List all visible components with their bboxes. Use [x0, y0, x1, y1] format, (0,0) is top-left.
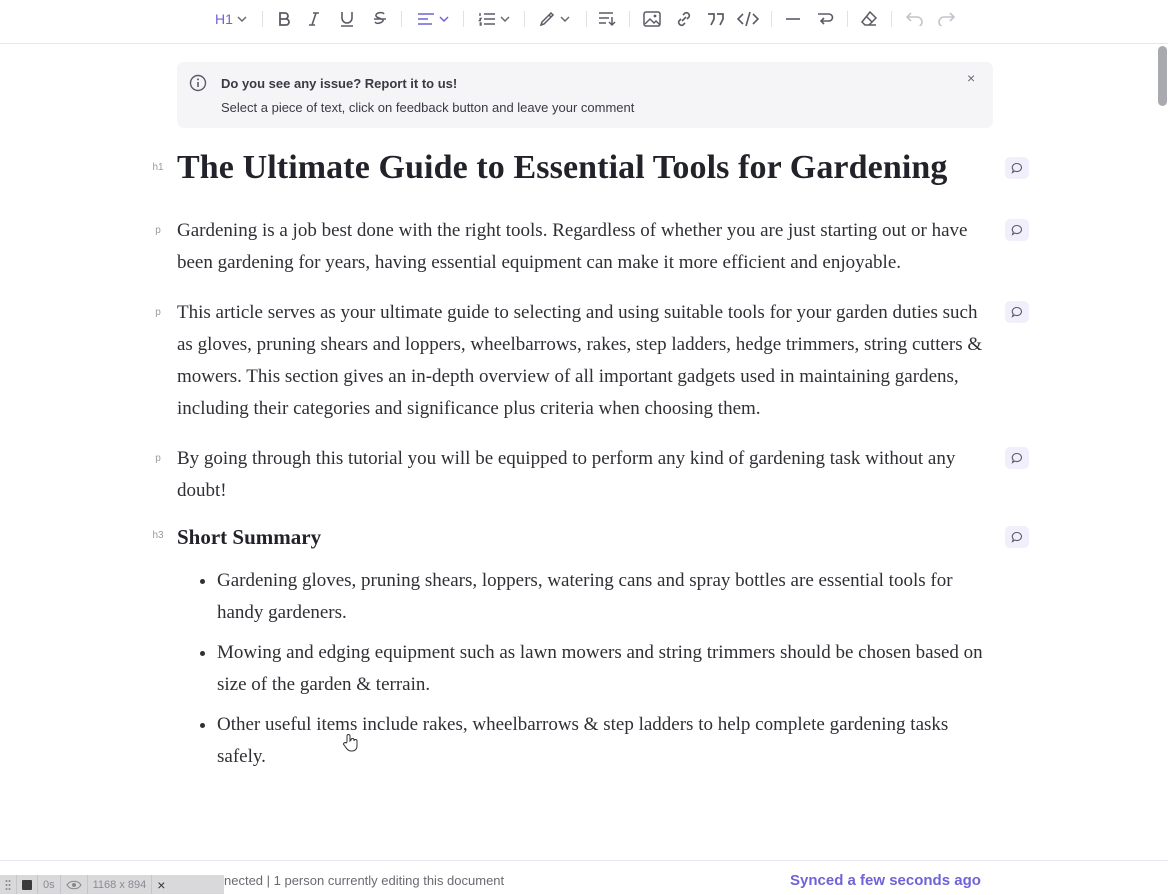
highlight-dropdown[interactable] [532, 5, 576, 33]
sync-status: Synced a few seconds ago [790, 872, 981, 889]
toolbar-divider [629, 11, 630, 27]
code-button[interactable] [735, 5, 761, 33]
banner-title: Do you see any issue? Report it to us! [221, 76, 458, 91]
comment-icon [1011, 306, 1023, 318]
paragraph[interactable]: Gardening is a job best done with the right tools. Regardless of whether you are just starting out or have been gardening for years, having essential equipment can make it more efficient and enjoyable. [177, 220, 968, 273]
drag-handle-icon [5, 879, 11, 891]
quote-icon [706, 12, 726, 26]
paragraph[interactable]: This article serves as your ultimate guide to selecting and using suitable tools for your garden duties such as gloves, pruning shears and loppers, wheelbarrows, rakes, step ladders, hedge trimmers, string cutters & mowers. This section gives an in-depth overview of all important gadgets used in maintaining gardens, including their categories and significance plus criteria when choosing them. [177, 302, 983, 419]
block-tag-p: p [155, 453, 161, 464]
italic-icon [308, 11, 320, 27]
editor-toolbar [0, 0, 1168, 44]
list-dropdown[interactable] [472, 5, 516, 33]
section-heading[interactable]: Short Summary [177, 525, 322, 549]
toolbar-divider [847, 11, 848, 27]
close-recorder-button[interactable]: × [157, 876, 166, 893]
close-icon[interactable]: × [967, 70, 976, 86]
undo-button[interactable] [903, 5, 927, 33]
align-icon [417, 12, 435, 26]
italic-button[interactable] [303, 5, 325, 33]
chevron-down-icon [439, 16, 449, 22]
underline-button[interactable] [335, 5, 359, 33]
visibility-toggle[interactable] [61, 875, 88, 894]
comment-button[interactable] [1005, 447, 1029, 469]
comment-button[interactable] [1005, 301, 1029, 323]
list-icon [478, 12, 496, 26]
document-body[interactable] [152, 148, 989, 781]
redo-button[interactable] [934, 5, 958, 33]
block-tag-p: p [155, 307, 161, 318]
horizontal-rule-icon [785, 17, 801, 21]
vertical-scrollbar[interactable] [1152, 44, 1168, 860]
recording-size: 1168 x 894 [88, 875, 153, 894]
paragraph-block [155, 215, 989, 279]
info-icon [189, 74, 207, 92]
strikethrough-icon [372, 10, 388, 28]
heading-block [152, 523, 989, 551]
block-tag-h1: h1 [152, 162, 164, 173]
chevron-down-icon [237, 16, 247, 22]
underline-icon [339, 10, 355, 28]
undo-icon [906, 12, 924, 26]
align-dropdown[interactable] [411, 5, 455, 33]
image-icon [643, 11, 661, 27]
stop-recording-button[interactable] [17, 875, 38, 894]
drag-handle[interactable] [0, 875, 17, 894]
list-item[interactable]: • Mowing and edging equipment such as lawn mowers and string trimmers should be chosen based on size of the garden & terrain. [217, 637, 989, 701]
chevron-down-icon [560, 16, 570, 22]
connection-status: nected | 1 person currently editing this document [224, 873, 505, 888]
redo-icon [937, 12, 955, 26]
toolbar-divider [524, 11, 525, 27]
quote-button[interactable] [703, 5, 729, 33]
bold-button[interactable] [272, 5, 296, 33]
clear-format-icon [860, 10, 878, 28]
highlight-icon [538, 10, 556, 28]
toolbar-divider [401, 11, 402, 27]
line-break-button[interactable] [813, 5, 837, 33]
clear-format-button[interactable] [857, 5, 881, 33]
heading-icon: H1 [215, 11, 233, 27]
bold-icon [277, 11, 291, 27]
link-icon [675, 10, 693, 28]
toolbar-divider [586, 11, 587, 27]
stop-icon [22, 880, 32, 890]
recording-time: 0s [38, 875, 61, 894]
line-break-icon [816, 11, 834, 27]
toolbar-divider [891, 11, 892, 27]
block-tag-p: p [155, 225, 161, 236]
strikethrough-button[interactable] [368, 5, 392, 33]
block-tag-h3: h3 [152, 530, 164, 541]
link-button[interactable] [672, 5, 696, 33]
text-direction-icon [598, 11, 616, 27]
comment-icon [1011, 162, 1023, 174]
toolbar-divider [262, 11, 263, 27]
scrollbar-thumb[interactable] [1158, 46, 1167, 106]
summary-list [177, 565, 989, 773]
comment-button[interactable] [1005, 157, 1029, 179]
eye-icon [66, 880, 82, 890]
chevron-down-icon [500, 16, 510, 22]
title-block [152, 148, 989, 188]
list-item[interactable]: • Gardening gloves, pruning shears, loppers, watering cans and spray bottles are essential tools for handy gardeners. [217, 565, 989, 629]
toolbar-divider [463, 11, 464, 27]
banner-text: Select a piece of text, click on feedback button and leave your comment [221, 100, 635, 115]
hand-cursor-icon [342, 733, 360, 753]
toolbar-divider [771, 11, 772, 27]
text-direction-button[interactable] [595, 5, 619, 33]
page-title[interactable]: The Ultimate Guide to Essential Tools for Gardening [177, 149, 948, 186]
image-button[interactable] [640, 5, 664, 33]
code-icon [737, 11, 759, 27]
list-item[interactable]: • Other useful items include rakes, wheelbarrows & step ladders to help complete gardening tasks safely. [217, 709, 989, 773]
comment-button[interactable] [1005, 526, 1029, 548]
comment-icon [1011, 224, 1023, 236]
paragraph-block [155, 443, 989, 507]
paragraph-block [155, 297, 989, 425]
comment-button[interactable] [1005, 219, 1029, 241]
screen-recorder-bar [0, 875, 224, 894]
horizontal-rule-button[interactable] [781, 5, 805, 33]
paragraph[interactable]: By going through this tutorial you will be equipped to perform any kind of gardening task without any doubt! [177, 448, 956, 501]
comment-icon [1011, 531, 1023, 543]
heading-dropdown[interactable] [210, 5, 252, 33]
feedback-banner [177, 62, 993, 128]
comment-icon [1011, 452, 1023, 464]
